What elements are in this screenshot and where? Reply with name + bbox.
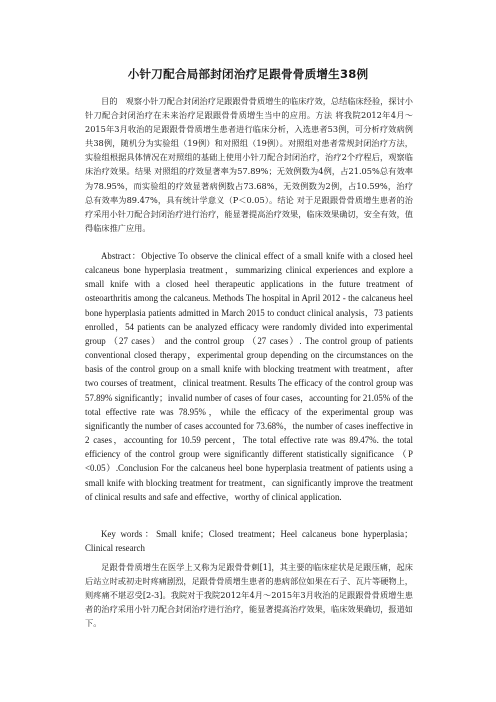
english-keywords (85, 527, 413, 555)
chinese-abstract-text: 目的 观察小针刀配合封闭治疗足跟跟骨骨质增生的临床疗效，总结临床经验，探讨小针刀配合封闭治疗在未来治疗足跟跟骨骨质增生当中的应用。方法 将我院2012年4月～2015年3月收治的足跟跟骨骨质增生患者进行临床分析，入选患者53例，可分析疗效病例共38例，随机分为实验组（19例）和对照组（19例）。对照组对患者常规封闭治疗方法，实验组根据具体情况在对照组的基础上使用小针刀配合封闭治疗，治疗2个疗程后，观察临床治疗效果。结果 对照组的疗效显著率为57.89%；无效例数为4例，占21.05%总有效率为78.95%，而实验组的疗效显著病例数占73.68%，无效例数为2例，占10.59%，治疗总有效率为89.47%，具有统计学意义（P＜0.05）。结论 对于足跟跟骨骨质增生患者的治疗采用小针刀配合封闭治疗进行治疗，能显著提高治疗效果，临床效果确切，安全有效，值得临床推广应用。 (85, 96, 413, 233)
english-abstract (85, 249, 413, 504)
english-keywords-text: Key words：Small knife；Closed treatment；Heel calcaneus bone hyperplasia；Clinical research (85, 529, 413, 554)
paper-title: 小针刀配合局部封闭治疗足跟骨骨质增生38例 (127, 67, 369, 81)
body-paragraph-text: 足跟骨骨质增生在医学上又称为足跟骨骨刺[1]，其主要的临床症状是足跟压痛，起床后站立时或初走时疼痛剧烈，足跟骨骨质增生患者的患病部位如果在石子、瓦片等硬物上，则疼痛不堪忍受[2-3]。我院对于我院2012年4月～2015年3月收治的足跟跟骨骨质增生患者的治疗采用小针刀配合封闭治疗进行治疗，能显著提高治疗效果，临床效果确切，报道如下。 (85, 562, 413, 629)
body-paragraph (85, 560, 413, 630)
english-abstract-text: Abstract：Objective To observe the clinical effect of a small knife with a closed heel calcaneus bone hyperplasia treatment，summarizing clinical experiences and explore a small knife with a closed heel therapeutic applications in the future treatment of osteoarthritis among the calcaneus. Methods The hospital in April 2012 - the calcaneus heel bone hyperplasia patients admitted in March 2015 to conduct clinical analysis，73 patients enrolled，54 patients can be analyzed efficacy were randomly divided into experimental group （27 cases） and the control group （27 cases）. The control group of patients conventional closed therapy，experimental group depending on the circumstances on the basis of the control group on a small knife with blocking treatment with treatment，after two courses of treatment，clinical treatment. Results The efficacy of the control group was 57.89% significantly；invalid number of cases of four cases，accounting for 21.05% of the total effective rate was 78.95%，while the efficacy of the experimental group was significantly the number of cases accounted for 73.68%，the number of cases ineffective in 2 cases，accounting for 10.59 percent，The total effective rate was 89.47%. the total efficiency of the control group were significantly different statistically significance （P <0.05）.Conclusion For the calcaneus heel bone hyperplasia treatment of patients using a small knife with blocking treatment for treatment，can significantly improve the treatment of clinical results and safe and effective，worthy of clinical application. (85, 251, 413, 502)
chinese-abstract (85, 94, 413, 235)
